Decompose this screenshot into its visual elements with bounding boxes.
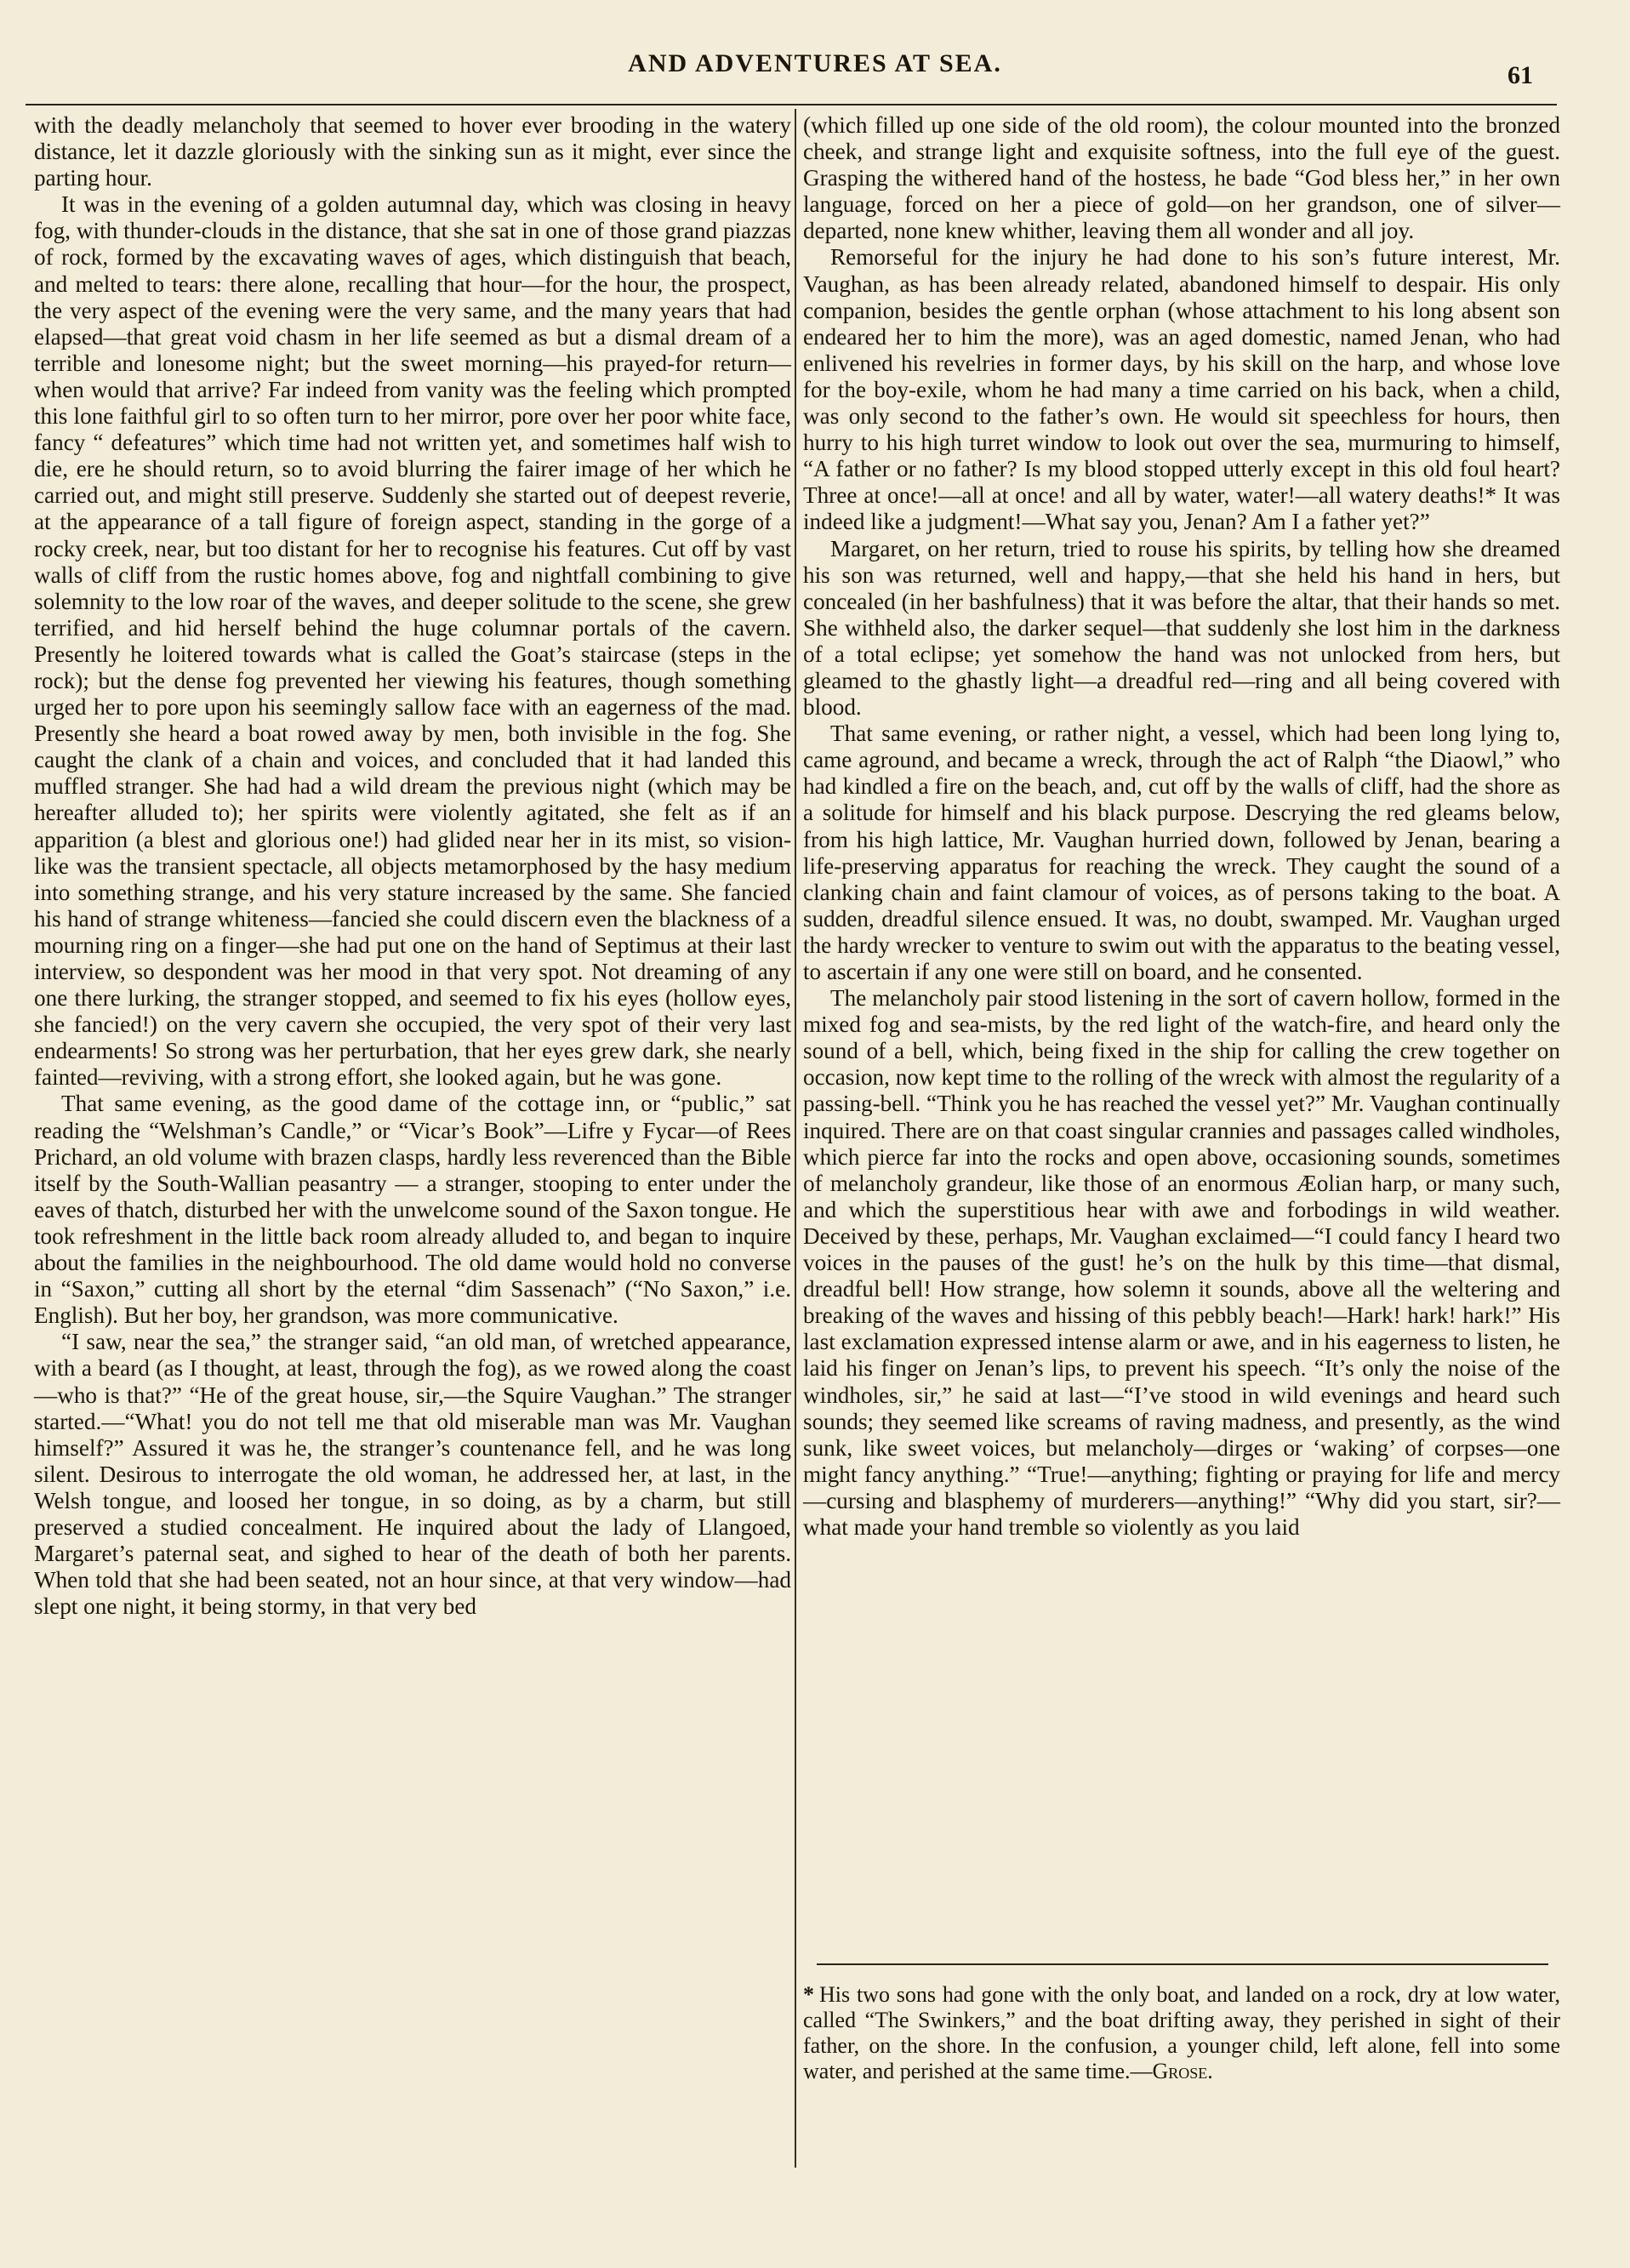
paragraph: The melancholy pair stood listening in the sort of cavern hollow, formed in the mixed fog and sea-mists, by the red light of the watch-fire, and heard only the sound of a bell, which, being fixed in the ship for calling the crew together on occasion, now kept time to the rolling of the wreck with almost the regularity of a passing-bell. “Think you he has reached the vessel yet?” Mr. Vaughan continually inquired. There are on that coast singular crannies and passages called windholes, which pierce far into the rocks and open above, occasioning sounds, sometimes of melancholy grandeur, like those of an enormous Æolian harp, or many such, and which the superstitious hear with awe and forbodings in wild weather. Deceived by these, perhaps, Mr. Vaughan exclaimed—“I could fancy I heard two voices in the pauses of the gust! he’s on the hulk by this time—that dismal, dreadful bell! How strange, how solemn it sounds, above all the weltering and breaking of the waves and hissing of this pebbly beach!—Hark! hark! hark!” His last exclamation expressed intense alarm or awe, and in his eagerness to listen, he laid his finger on Jenan’s lips, to prevent his speech. “It’s only the noise of the windholes, sir,” he said at last—“I’ve stood in wild evenings and heard such sounds; they seemed like screams of raving madness, and presently, as the wind sunk, like sweet voices, but melancholy—dirges or ‘waking’ of corpses—one might fancy anything.” “True!—anything; fighting or praying for life and mercy—cursing and blasphemy of murderers—anything!” “Why did you start, sir?—what made your hand tremble so violently as you laid xyxy=(803,985,1560,1540)
paragraph: That same evening, or rather night, a vessel, which had been long lying to, came aground, and became a wreck, through the act of Ralph “the Diaowl,” who had kindled a fire on the beach, and, cut off by the walls of cliff, had the shore as a solitude for himself and his black purpose. Descrying the red gleams below, from his high lattice, Mr. Vaughan hurried down, followed by Jenan, bearing a life-preserving apparatus for reaching the wreck. They caught the sound of a clanking chain and faint clamour of voices, as of persons taking to the boat. A sudden, dreadful silence ensued. It was, no doubt, swamped. Mr. Vaughan urged the hardy wrecker to venture to swim out with the apparatus to the beating vessel, to ascertain if any one were still on board, and he consented. xyxy=(803,721,1560,984)
footnote-marker: * xyxy=(803,1982,814,2007)
footnote-source: Grose. xyxy=(1152,2059,1213,2083)
paragraph: “I saw, near the sea,” the stranger said, “an old man, of wretched appearance, with a beard (as I thought, at least, through the fog), as we rowed along the coast—who is that?” “He of the great house, sir,—the Squire Vaughan.” The stranger started.—“What! you do not tell me that old miserable man was Mr. Vaughan himself?” Assured it was he, the stranger’s countenance fell, and he was long silent. Desirous to interrogate the old woman, he addressed her, at last, in the Welsh tongue, and loosed her tongue, in so doing, as by a charm, but still preserved a studied concealment. He inquired about the lady of Llangoed, Margaret’s paternal seat, and sighed to hear of the death of both her parents. When told that she had been seated, not an hour since, at that very window—had slept one night, it being stormy, in that very bed xyxy=(34,1329,791,1620)
running-head: AND ADVENTURES AT SEA. xyxy=(628,49,1002,77)
paragraph: Margaret, on her return, tried to rouse his spirits, by telling how she dreamed his son was returned, well and happy,—that she held his hand in hers, but concealed (in her bashfulness) that it was before the altar, that their hands so met. She withheld also, the darker sequel—that suddenly she lost him in the darkness of a total eclipse; yet somehow the hand was not unlocked from hers, but gleamed to the ghastly light—a dreadful red—ring and all being covered with blood. xyxy=(803,535,1560,721)
paragraph: Remorseful for the injury he had done to his son’s future interest, Mr. Vaughan, as has been already related, abandoned himself to despair. His only companion, besides the gentle orphan (whose attachment to his long absent son endeared her to him the more), was an aged domestic, named Jenan, who had enlivened his revelries in former days, by his skill on the harp, and whose love for the boy-exile, whom he had many a time carried on his back, when a child, was only second to the father’s own. He would sit speechless for hours, then hurry to his high turret window to look out over the sea, murmuring to himself, “A father or no father? Is my blood stopped utterly except in this old foul heart? Three at once!—all at once! and all by water, water!—all watery deaths!* It was indeed like a judgment!—What say you, Jenan? Am I a father yet?” xyxy=(803,244,1560,535)
paragraph: That same evening, as the good dame of the cottage inn, or “public,” sat reading the “Welshman’s Candle,” or “Vicar’s Book”—Lifre y Fycar—of Rees Prichard, an old volume with brazen clasps, hardly less reverenced than the Bible itself by the South-Wallian peasantry — a stranger, stooping to enter under the eaves of thatch, disturbed her with the unwelcome sound of the Saxon tongue. He took refreshment in the little back room already alluded to, and began to inquire about the families in the neighbourhood. The old dame would hold no converse in “Saxon,” cutting all short by the eternal “dim Sassenach” (“No Saxon,” i.e. English). But her boy, her grandson, was more communicative. xyxy=(34,1091,791,1329)
footnote-text: His two sons had gone with the only boat, and landed on a rock, dry at low water, called “The Swinkers,” and the boat drifting away, they perished in sight of their father, on the shore. In the confusion, a younger child, left alone, fell into some water, and perished at the same time.— xyxy=(803,1982,1560,2083)
paragraph: with the deadly melancholy that seemed to hover ever brooding in the watery distance, let it dazzle gloriously with the sinking sun as it might, ever since the parting hour. xyxy=(34,112,791,191)
right-column xyxy=(803,112,1560,1541)
left-column xyxy=(34,112,791,1620)
footnote xyxy=(803,1982,1560,2084)
footnote-rule xyxy=(817,1963,1548,1965)
column-divider xyxy=(795,109,796,2168)
page-number: 61 xyxy=(1507,61,1533,89)
header-rule xyxy=(26,104,1557,105)
paragraph: It was in the evening of a golden autumnal day, which was closing in heavy fog, with thunder-clouds in the distance, that she sat in one of those grand piazzas of rock, formed by the excavating waves of ages, which distinguish that beach, and melted to tears: there alone, recalling that hour—for the hour, the prospect, the very aspect of the evening were the very same, and the many years that had elapsed—that great void chasm in her life seemed as but a dismal dream of a terrible and lonesome night; but the sweet morning—his prayed-for return—when would that arrive? Far indeed from vanity was the feeling which prompted this lone faithful girl to so often turn to her mirror, pore over her poor white face, fancy “ defeatures” which time had not written yet, and sometimes half wish to die, ere he should return, so to avoid blurring the fairer image of her which he carried out, and might still preserve. Suddenly she started out of deepest reverie, at the appearance of a tall figure of foreign aspect, standing in the gorge of a rocky creek, near, but too distant for her to recognise his features. Cut off by vast walls of cliff from the rustic homes above, fog and nightfall combining to give solemnity to the low roar of the waves, and deeper solitude to the scene, she grew terrified, and hid herself behind the huge columnar portals of the cavern. Presently he loitered towards what is called the Goat’s staircase (steps in the rock); but the dense fog prevented her viewing his features, though something urged her to pore upon his seemingly sallow face with an eagerness of the mad. Presently she heard a boat rowed away by men, both invisible in the fog. She caught the clank of a chain and voices, and concluded that it had landed this muffled stranger. She had had a wild dream the previous night (which may be hereafter alluded to); her spirits were violently agitated, she felt as if an apparition (a blest and glorious one!) had glided near her in its mist, so vision-like was the transient spectacle, all objects metamorphosed by the hasy medium into something strange, and his very stature increased by the same. She fancied his hand of strange whiteness—fancied she could discern even the blackness of a mourning ring on a finger—she had put one on the hand of Septimus at their last interview, so despondent was her mood in that very spot. Not dreaming of any one there lurking, the stranger stopped, and seemed to fix his eyes (hollow eyes, she fancied!) on the very cavern she occupied, the very spot of their very last endearments! So strong was her perturbation, that her eyes grew dark, she nearly fainted—reviving, with a strong effort, she looked again, but he was gone. xyxy=(34,191,791,1091)
paragraph: (which filled up one side of the old room), the colour mounted into the bronzed cheek, and strange light and exquisite softness, into the full eye of the guest. Grasping the withered hand of the hostess, he bade “God bless her,” in her own language, forced on her a piece of gold—on her grandson, one of silver—departed, none knew whither, leaving them all wonder and all joy. xyxy=(803,112,1560,244)
